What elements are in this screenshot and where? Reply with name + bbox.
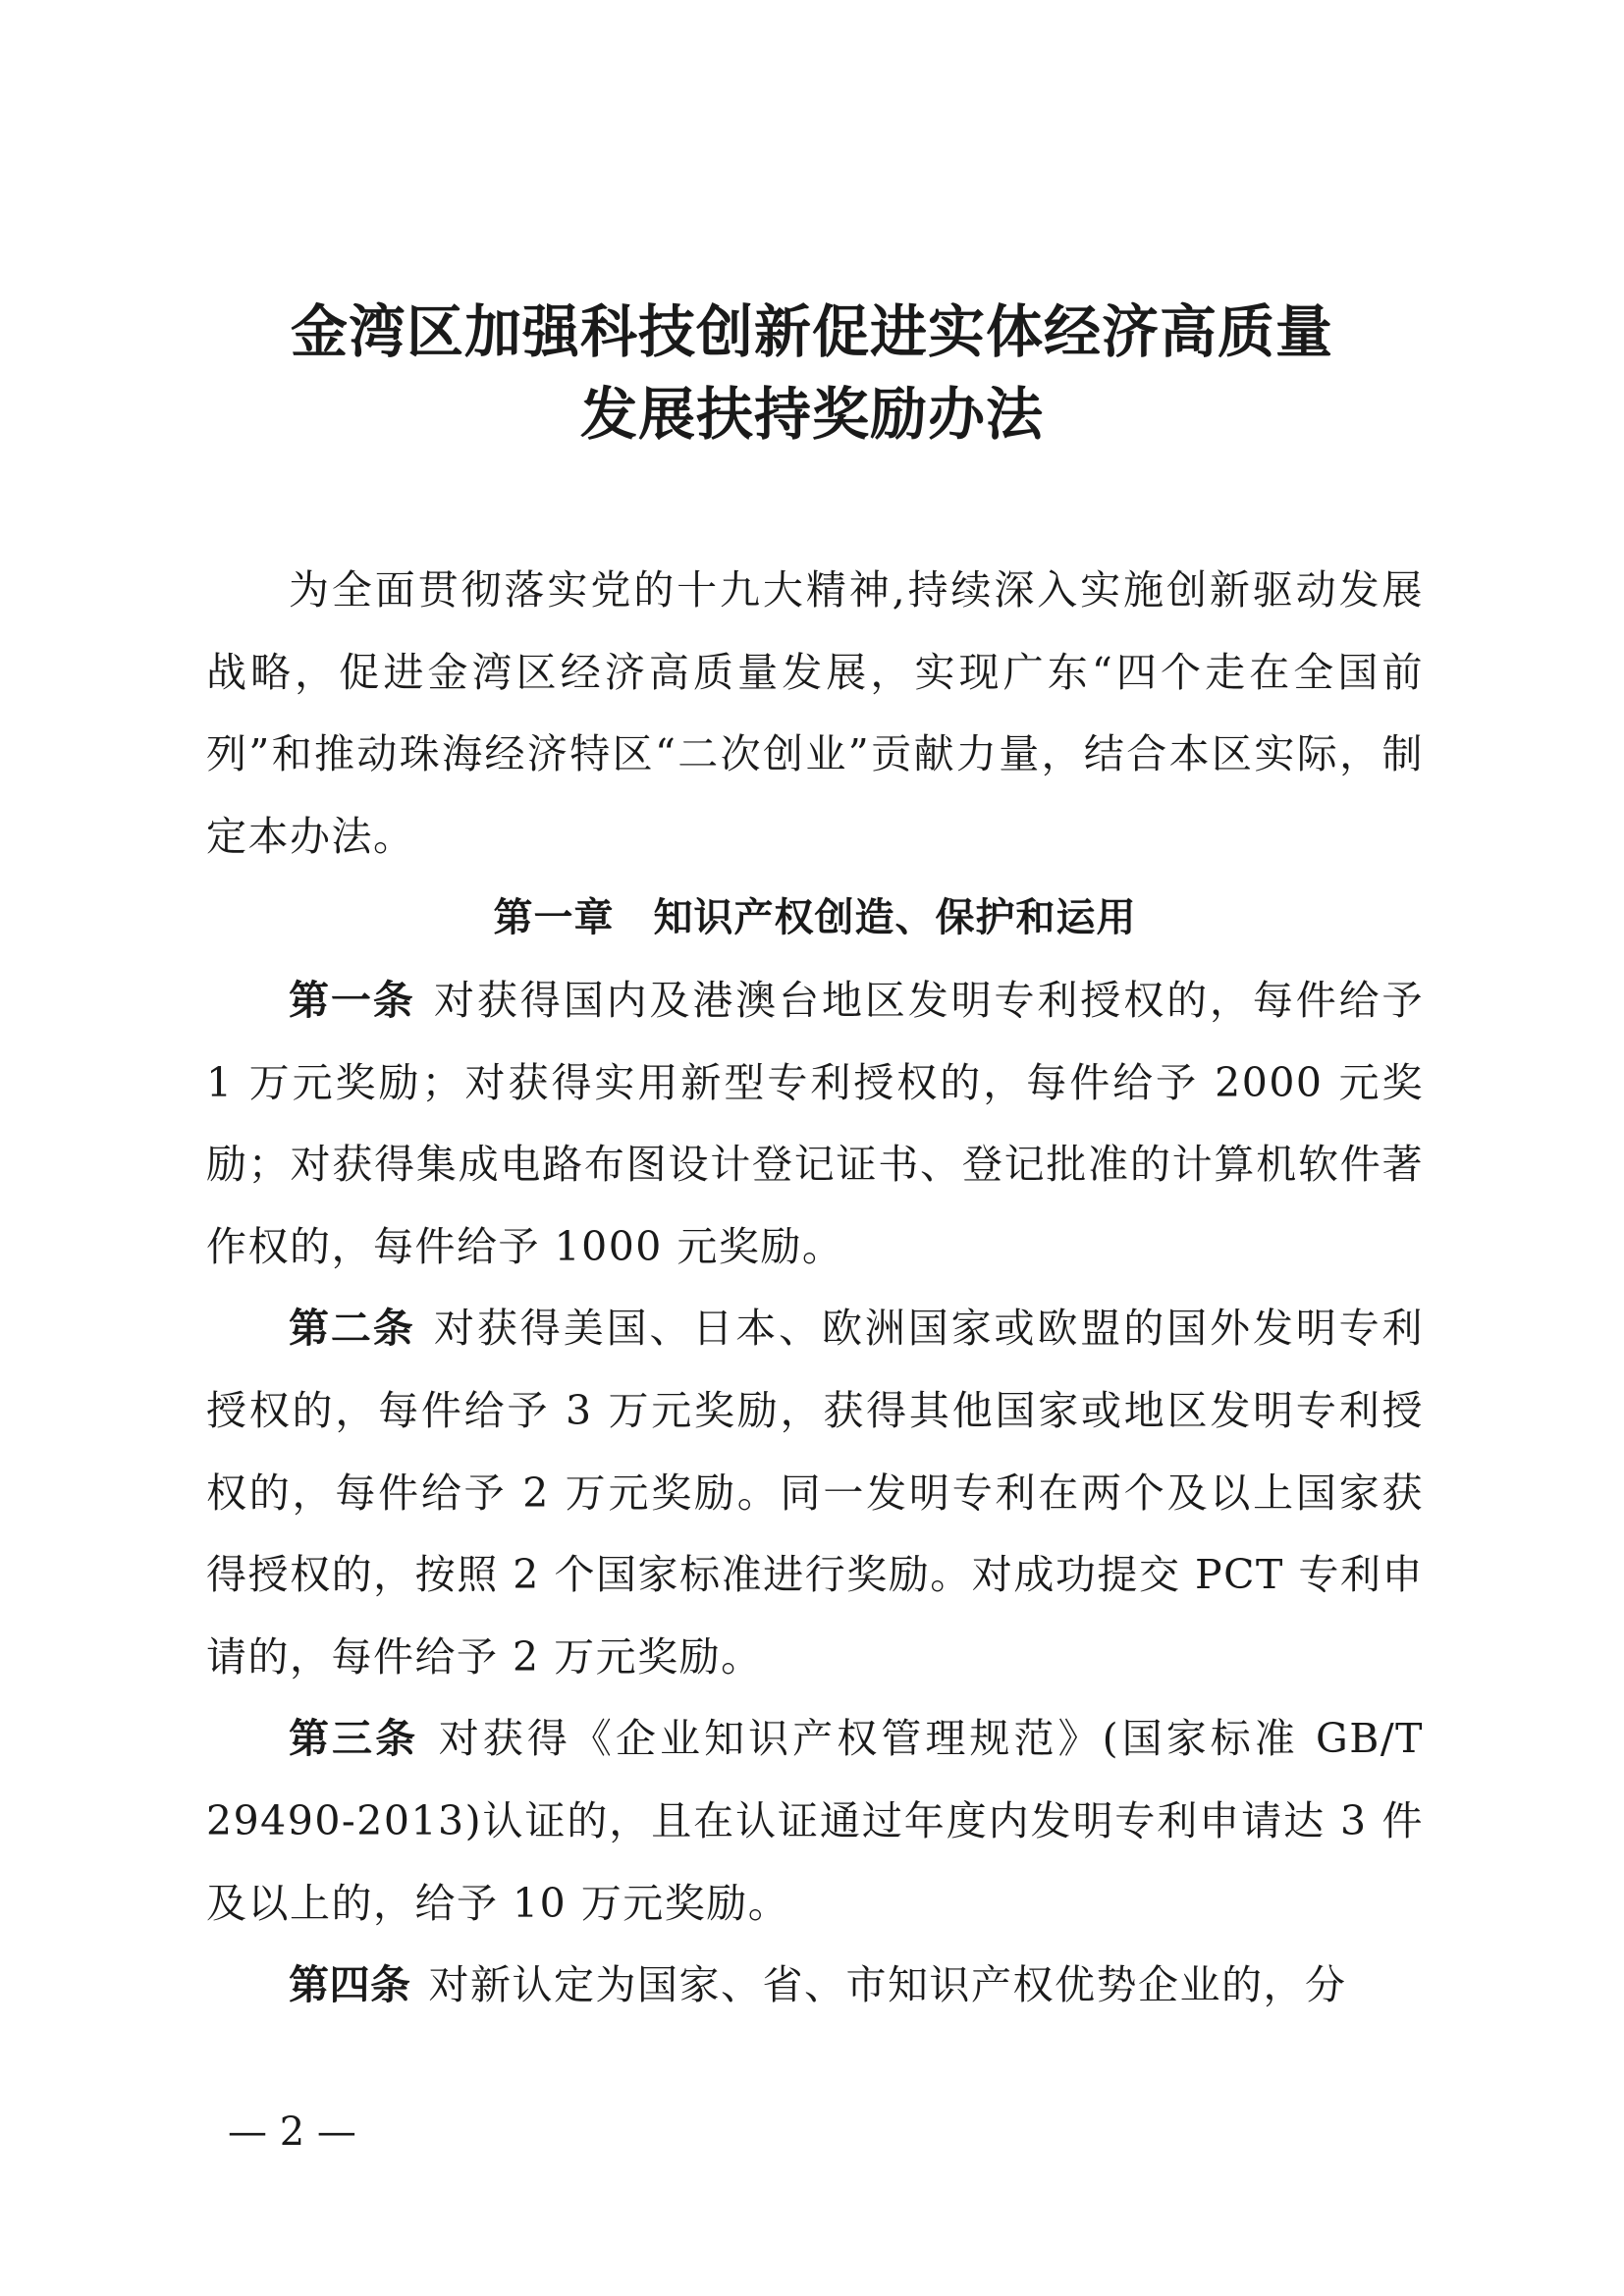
document-title-line2: 发展扶持奖励办法 bbox=[579, 381, 1044, 448]
preamble-paragraph: 为全面贯彻落实党的十九大精神,持续深入实施创新驱动发展战略，促进金湾区经济高质量发展，实现广东“四个走在全国前列”和推动珠海经济特区“二次创业”贡献力量，结合本区实际，制定本办法。 bbox=[206, 566, 1424, 860]
document-body bbox=[206, 550, 1424, 2027]
article-label: 第一条 bbox=[289, 976, 415, 1024]
article-paragraph bbox=[206, 1698, 1424, 1945]
article-label: 第四条 bbox=[289, 1961, 411, 2009]
article-text: 对获得国内及港澳台地区发明专利授权的，每件给予 1 万元奖励；对获得实用新型专利授权的，每件给予 2000 元奖励；对获得集成电路布图设计登记证书、登记批准的计算机软件著作权的，每件给予 1000 元奖励。 bbox=[206, 976, 1424, 1270]
chapter-label: 第一章 bbox=[493, 895, 615, 941]
article-paragraph bbox=[206, 1945, 1424, 2027]
article-text: 对获得美国、日本、欧洲国家或欧盟的国外发明专利授权的，每件给予 3 万元奖励，获得其他国家或地区发明专利授权的，每件给予 2 万元奖励。同一发明专利在两个及以上国家获得授权的，按照 2 个国家标准进行奖励。对成功提交 PCT 专利申请的，每件给予 2 万元奖励。 bbox=[206, 1305, 1424, 1681]
article-text: 对获得《企业知识产权管理规范》(国家标准 GB/T 29490-2013)认证的，且在认证通过年度内发明专利申请达 3 件及以上的，给予 10 万元奖励。 bbox=[206, 1715, 1424, 1927]
page-number: — 2 — bbox=[228, 2109, 356, 2155]
document-title-line1: 金湾区加强科技创新促进实体经济高质量 bbox=[290, 298, 1333, 365]
article-text: 对新认定为国家、省、市知识产权优势企业的，分 bbox=[428, 1961, 1347, 2009]
article-label: 第二条 bbox=[289, 1305, 415, 1353]
chapter-title: 知识产权创造、保护和运用 bbox=[653, 895, 1137, 941]
chapter-heading bbox=[206, 878, 1424, 960]
article-paragraph bbox=[206, 960, 1424, 1288]
article-paragraph bbox=[206, 1288, 1424, 1698]
article-label: 第三条 bbox=[289, 1715, 419, 1763]
